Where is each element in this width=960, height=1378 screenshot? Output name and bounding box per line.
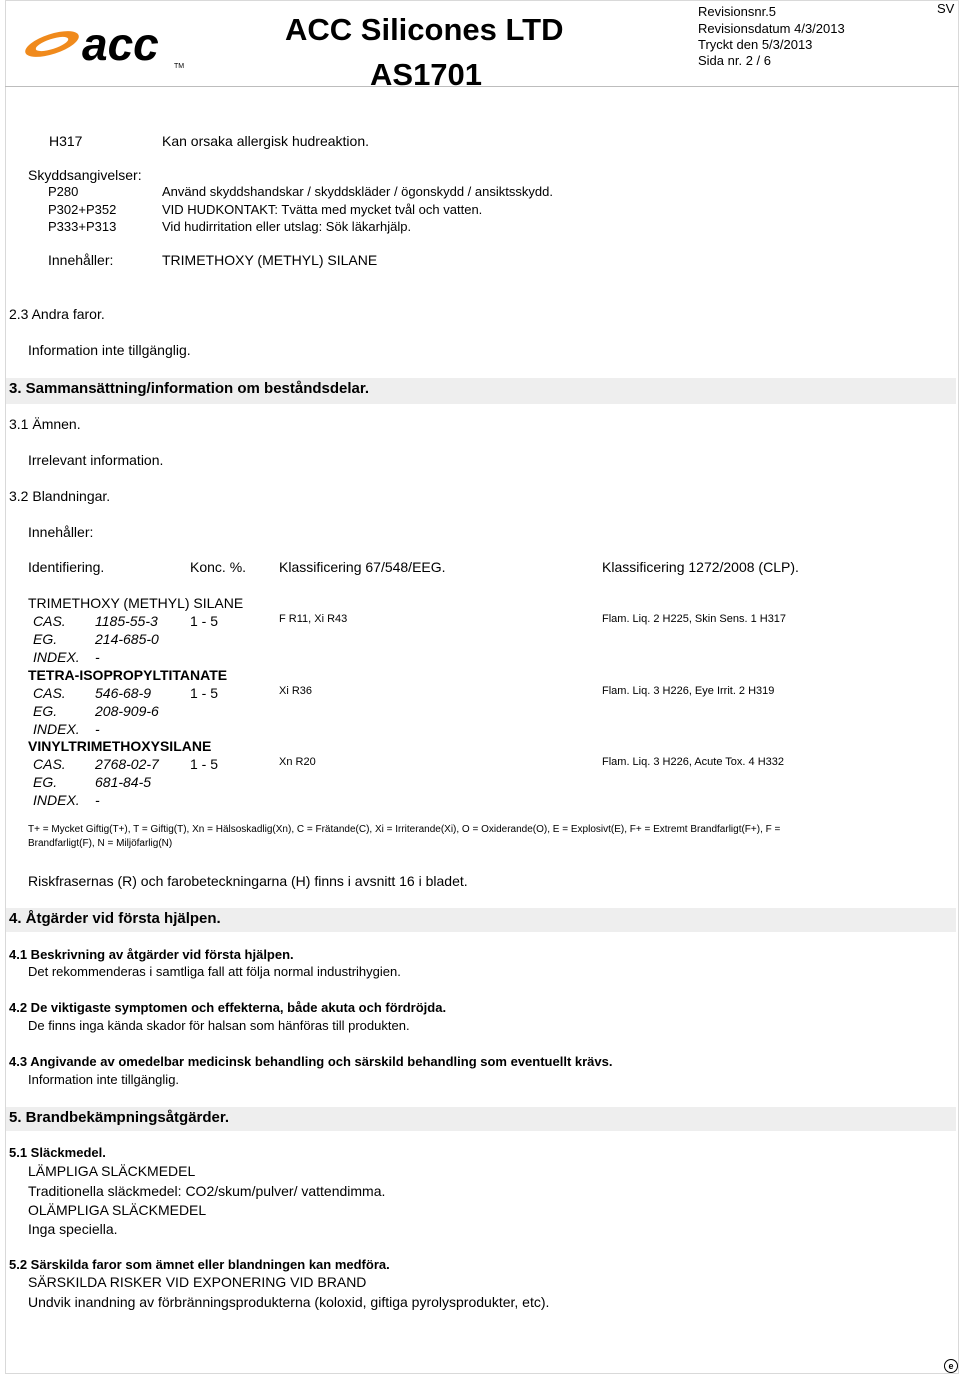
section-5-1-line-2: Traditionella släckmedel: CO2/skum/pulver/ vattendimma. [28,1183,386,1199]
index-label: INDEX. [33,792,80,808]
index-label: INDEX. [33,649,80,665]
section-3-title: 3. Sammansättning/information om beståndsdelar. [9,380,370,397]
class-clp: Flam. Liq. 2 H225, Skin Sens. 1 H317 [602,613,787,625]
section-3-1-title: 3.1 Ämnen. [9,416,81,432]
h317-code: H317 [49,133,83,149]
footer-mark-letter: e [948,1361,954,1371]
class-clp: Flam. Liq. 3 H226, Eye Irrit. 2 H319 [602,685,775,697]
p333-text: Vid hudirritation eller utslag: Sök läkarhjälp. [162,219,412,234]
col-class-eec: Klassificering 67/548/EEG. [279,559,446,575]
eg-label: EG. [33,774,58,790]
contains-label: Innehåller: [48,252,114,268]
substance-name: TETRA-ISOPROPYLTITANATE [28,667,228,683]
substance-name: TRIMETHOXY (METHYL) SILANE [28,595,244,611]
class-eec: Xn R20 [279,756,316,768]
section-4-3-title: 4.3 Angivande av omedelbar medicinsk behandling och särskild behandling som eventuellt krävs. [9,1054,613,1069]
cas-label: CAS. [33,685,66,701]
eg-label: EG. [33,631,58,647]
col-identification: Identifiering. [28,559,105,575]
legend-line-2: Brandfarligt(F), N = Miljöfarlig(N) [28,838,173,849]
h317-text: Kan orsaka allergisk hudreaktion. [162,133,370,149]
logo-tm: TM [174,63,185,70]
contains-value: TRIMETHOXY (METHYL) SILANE [162,252,378,268]
eg-number: 208-909-6 [95,703,159,719]
mixture-contains-label: Innehåller: [28,524,94,540]
product-code: AS1701 [370,57,483,92]
cas-label: CAS. [33,756,66,772]
risk-phrases-note: Riskfrasernas (R) och farobeteckningarna (H) finns i avsnitt 16 i bladet. [28,873,468,889]
section-5-2-line-2: Undvik inandning av förbränningsprodukterna (koloxid, giftiga pyrolysprodukter, etc). [28,1294,550,1310]
section-3-1-text: Irrelevant information. [28,452,164,468]
cas-label: CAS. [33,613,66,629]
cas-number: 2768-02-7 [95,756,159,772]
p333-code: P333+P313 [48,219,117,234]
section-4-1-text: Det rekommenderas i samtliga fall att följa normal industrihygien. [28,964,401,979]
index-number: - [95,792,100,808]
section-5-1-line-4: Inga speciella. [28,1221,118,1237]
section-4-2-title: 4.2 De viktigaste symptomen och effekterna, både akuta och fördröjda. [9,1000,447,1015]
eg-number: 214-685-0 [95,631,159,647]
section-5-title: 5. Brandbekämpningsåtgärder. [9,1109,230,1126]
section-2-3-text: Information inte tillgänglig. [28,342,191,358]
revision-number: Revisionsnr.5 [698,4,777,19]
col-concentration: Konc. %. [190,559,247,575]
p302-code: P302+P352 [48,202,117,217]
class-eec: Xi R36 [279,685,313,697]
logo-wordmark: acc [82,18,159,70]
company-name: ACC Silicones LTD [285,12,564,47]
substance-name: VINYLTRIMETHOXYSILANE [28,738,212,754]
language-code: SV [937,1,955,16]
section-4-title: 4. Åtgärder vid första hjälpen. [9,910,221,927]
page-number: Sida nr. 2 / 6 [698,53,771,68]
cas-number: 546-68-9 [95,685,152,701]
legend-line-1: T+ = Mycket Giftig(T+), T = Giftig(T), Xn = Hälsoskadlig(Xn), C = Frätande(C), Xi = Irriterande(Xi), O = Oxiderande(O), E = Explosivt(E), F+ = Extremt Brandfarligt(F+), F = [28,824,781,835]
p280-text: Använd skyddshandskar / skyddskläder / ögonskydd / ansiktsskydd. [162,184,553,199]
header-divider [5,86,959,87]
eg-number: 681-84-5 [95,774,152,790]
p302-text: VID HUDKONTAKT: Tvätta med mycket tvål och vatten. [162,202,483,217]
protective-label: Skyddsangivelser: [28,167,142,183]
p280-code: P280 [48,184,79,199]
concentration: 1 - 5 [190,756,219,772]
index-number: - [95,721,100,737]
section-4-2-text: De finns inga kända skador för halsan som hänföras till produkten. [28,1018,410,1033]
print-date: Tryckt den 5/3/2013 [698,37,813,52]
section-2-3-title: 2.3 Andra faror. [9,306,105,322]
col-class-clp: Klassificering 1272/2008 (CLP). [602,559,799,575]
concentration: 1 - 5 [190,685,219,701]
class-clp: Flam. Liq. 3 H226, Acute Tox. 4 H332 [602,756,785,768]
concentration: 1 - 5 [190,613,219,629]
eg-label: EG. [33,703,58,719]
revision-date: Revisionsdatum 4/3/2013 [698,21,845,36]
section-3-2-title: 3.2 Blandningar. [9,488,111,504]
section-5-1-title: 5.1 Släckmedel. [9,1145,106,1160]
section-5-1-line-1: LÄMPLIGA SLÄCKMEDEL [28,1163,196,1179]
index-number: - [95,649,100,665]
section-5-1-line-3: OLÄMPLIGA SLÄCKMEDEL [28,1202,207,1218]
section-5-2-title: 5.2 Särskilda faror som ämnet eller blandningen kan medföra. [9,1257,390,1272]
acc-logo [12,16,192,72]
section-4-1-title: 4.1 Beskrivning av åtgärder vid första hjälpen. [9,947,294,962]
cas-number: 1185-55-3 [95,613,158,629]
section-5-2-line-1: SÄRSKILDA RISKER VID EXPONERING VID BRAND [28,1274,367,1290]
section-4-3-text: Information inte tillgänglig. [28,1072,180,1087]
footer-mark-icon [944,1359,958,1373]
class-eec: F R11, Xi R43 [279,613,348,625]
index-label: INDEX. [33,721,80,737]
